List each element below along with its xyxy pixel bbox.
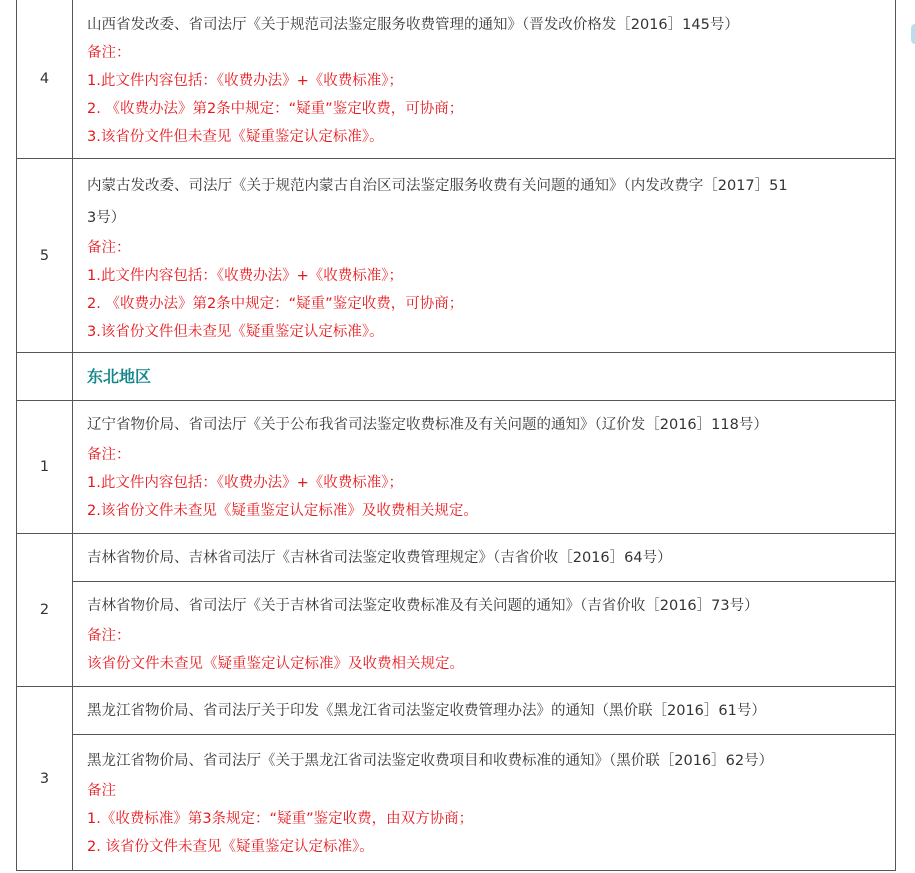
- note-item: 1.《收费标准》第3条规定：“疑重”鉴定收费，由双方协商；: [87, 810, 474, 827]
- row-content: [73, 582, 896, 687]
- row-content: [73, 735, 896, 871]
- note-item: 2. 该省份文件未查见《疑重鉴定认定标准》。: [87, 838, 374, 855]
- document-title-continued: 3号）: [87, 209, 126, 226]
- row-content: [73, 534, 896, 582]
- note-item: 3.该省份文件但未查见《疑重鉴定认定标准》。: [87, 323, 384, 340]
- note-item: 2. 《收费办法》第2条中规定：“疑重”鉴定收费，可协商；: [87, 295, 464, 312]
- row-number-empty: [17, 353, 73, 401]
- table-row: [17, 687, 896, 735]
- row-number: 4: [17, 0, 73, 159]
- note-label: 备注: [87, 782, 116, 799]
- table-row: [17, 534, 896, 582]
- note-label: 备注：: [87, 239, 131, 256]
- document-title: 吉林省物价局、省司法厅《关于吉林省司法鉴定收费标准及有关问题的通知》（吉省价收［2016］73号）: [87, 598, 759, 614]
- document-title: 山西省发改委、省司法厅《关于规范司法鉴定服务收费管理的通知》（晋发改价格发［2016］145号）: [87, 16, 739, 33]
- note-item: 1.此文件内容包括：《收费办法》+《收费标准》；: [87, 267, 403, 284]
- table-row: [17, 159, 896, 353]
- row-number: 3: [17, 687, 73, 871]
- regulation-table: [16, 0, 896, 871]
- table-subrow: [17, 735, 896, 871]
- table-row: [17, 401, 896, 534]
- table-subrow: [17, 582, 896, 687]
- note-label: 备注：: [87, 447, 131, 463]
- row-number: 2: [17, 534, 73, 687]
- region-cell: [73, 353, 896, 401]
- scrollbar-handle[interactable]: [911, 24, 915, 44]
- note-item: 1.此文件内容包括：《收费办法》+《收费标准》；: [87, 72, 403, 89]
- document-title: 辽宁省物价局、省司法厅《关于公布我省司法鉴定收费标准及有关问题的通知》（辽价发［2016］118号）: [87, 417, 768, 433]
- row-number: 5: [17, 159, 73, 353]
- note-item: 该省份文件未查见《疑重鉴定认定标准》及收费相关规定。: [87, 656, 464, 672]
- note-item: 2.该省份文件未查见《疑重鉴定认定标准》及收费相关规定。: [87, 503, 478, 519]
- document-title: 黑龙江省物价局、省司法厅关于印发《黑龙江省司法鉴定收费管理办法》的通知（黑价联［2016］61号）: [87, 702, 766, 719]
- table-row: [17, 0, 896, 159]
- document-title: 吉林省物价局、吉林省司法厅《吉林省司法鉴定收费管理规定》（吉省价收［2016］64号）: [87, 549, 672, 566]
- row-number: 1: [17, 401, 73, 534]
- note-item: 3.该省份文件但未查见《疑重鉴定认定标准》。: [87, 128, 384, 145]
- row-content: [73, 401, 896, 534]
- row-content: [73, 687, 896, 735]
- region-row: [17, 353, 896, 401]
- note-label: 备注：: [87, 628, 131, 644]
- note-item: 2. 《收费办法》第2条中规定：“疑重”鉴定收费，可协商；: [87, 100, 464, 117]
- note-label: 备注：: [87, 44, 131, 61]
- note-item: 1.此文件内容包括：《收费办法》+《收费标准》；: [87, 475, 403, 491]
- row-content: [73, 159, 896, 353]
- row-content: [73, 0, 896, 159]
- document-title: 黑龙江省物价局、省司法厅《关于黑龙江省司法鉴定收费项目和收费标准的通知》（黑价联［2016］62号）: [87, 752, 774, 769]
- document-title: 内蒙古发改委、司法厅《关于规范内蒙古自治区司法鉴定服务收费有关问题的通知》（内发改费字［2017］51: [87, 177, 788, 194]
- region-heading: 东北地区: [87, 366, 152, 386]
